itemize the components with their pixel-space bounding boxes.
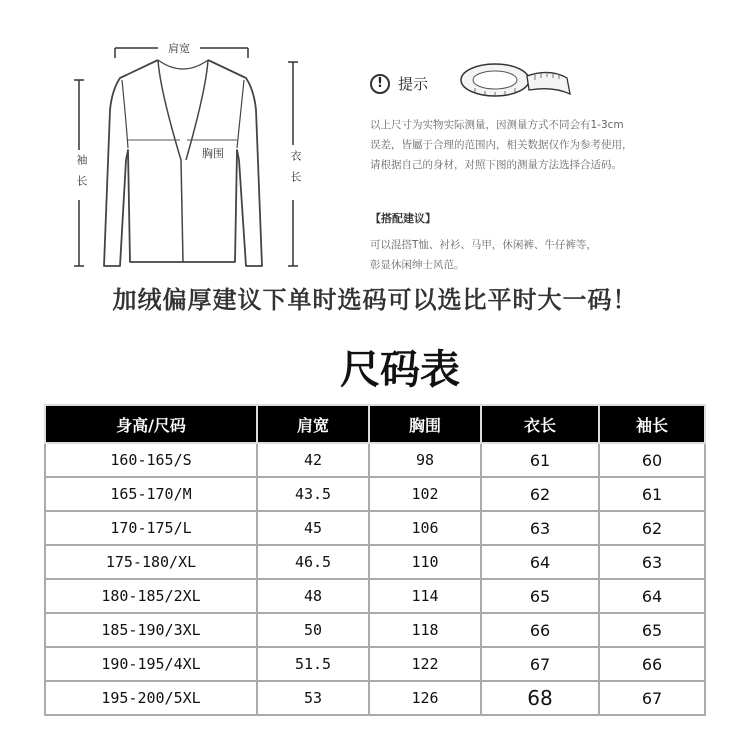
table-cell: 122 xyxy=(369,647,481,681)
garment-diagram xyxy=(60,30,350,275)
table-row xyxy=(45,511,705,545)
table-cell: 165-170/M xyxy=(45,477,257,511)
table-cell: 68 xyxy=(481,681,599,715)
table-cell: 114 xyxy=(369,579,481,613)
header-shoulder: 肩宽 xyxy=(257,405,369,443)
table-cell: 67 xyxy=(481,647,599,681)
table-cell: 50 xyxy=(257,613,369,647)
table-cell: 51.5 xyxy=(257,647,369,681)
tip-text xyxy=(370,115,710,175)
table-cell: 45 xyxy=(257,511,369,545)
table-row xyxy=(45,681,705,715)
table-row xyxy=(45,579,705,613)
table-cell: 66 xyxy=(599,647,705,681)
size-table xyxy=(44,404,706,716)
table-header-row xyxy=(45,405,705,443)
table-cell: 106 xyxy=(369,511,481,545)
table-cell: 48 xyxy=(257,579,369,613)
match-line: 可以混搭T恤、衬衫、马甲，休闲裤、牛仔裤等， xyxy=(370,239,597,251)
exclamation-icon: ! xyxy=(370,74,390,94)
match-text xyxy=(370,235,710,275)
tip-title: 提示 xyxy=(398,75,429,93)
table-row xyxy=(45,613,705,647)
table-cell: 63 xyxy=(599,545,705,579)
tip-line: 请根据自己的身材，对照下图的测量方法选择合适码。 xyxy=(370,159,622,171)
table-cell: 110 xyxy=(369,545,481,579)
table-cell: 64 xyxy=(481,545,599,579)
table-cell: 65 xyxy=(481,579,599,613)
table-cell: 63 xyxy=(481,511,599,545)
header-sleeve: 袖长 xyxy=(599,405,705,443)
header-length: 衣长 xyxy=(481,405,599,443)
measuring-tape-icon xyxy=(455,58,575,108)
length-label: 衣长 xyxy=(289,150,302,192)
table-cell: 66 xyxy=(481,613,599,647)
table-cell: 175-180/XL xyxy=(45,545,257,579)
table-cell: 126 xyxy=(369,681,481,715)
tip-header xyxy=(370,73,428,94)
table-cell: 60 xyxy=(599,443,705,477)
table-cell: 65 xyxy=(599,613,705,647)
sleeve-label: 袖长 xyxy=(75,154,88,196)
match-line: 彰显休闲绅士风范。 xyxy=(370,259,465,271)
table-cell: 46.5 xyxy=(257,545,369,579)
table-cell: 62 xyxy=(599,511,705,545)
match-title: 【搭配建议】 xyxy=(370,212,436,225)
table-cell: 180-185/2XL xyxy=(45,579,257,613)
table-cell: 64 xyxy=(599,579,705,613)
table-cell: 67 xyxy=(599,681,705,715)
size-advice-headline: 加绒偏厚建议下单时选码可以选比平时大一码！ xyxy=(112,286,638,314)
shoulder-label: 肩宽 xyxy=(168,42,190,55)
table-cell: 170-175/L xyxy=(45,511,257,545)
table-cell: 195-200/5XL xyxy=(45,681,257,715)
table-cell: 53 xyxy=(257,681,369,715)
table-cell: 102 xyxy=(369,477,481,511)
table-cell: 61 xyxy=(481,443,599,477)
table-cell: 118 xyxy=(369,613,481,647)
tip-line: 以上尺寸为实物实际测量，因测量方式不同会有1-3cm xyxy=(370,119,624,131)
table-row xyxy=(45,545,705,579)
header-height-size: 身高/尺码 xyxy=(45,405,257,443)
table-cell: 62 xyxy=(481,477,599,511)
tip-line: 误差，皆屬于合理的范围内，相关数据仅作为参考使用， xyxy=(370,139,633,151)
table-row xyxy=(45,477,705,511)
table-cell: 43.5 xyxy=(257,477,369,511)
table-cell: 42 xyxy=(257,443,369,477)
header-chest: 胸围 xyxy=(369,405,481,443)
table-cell: 185-190/3XL xyxy=(45,613,257,647)
table-cell: 160-165/S xyxy=(45,443,257,477)
table-cell: 98 xyxy=(369,443,481,477)
table-row xyxy=(45,647,705,681)
table-row xyxy=(45,443,705,477)
table-cell: 61 xyxy=(599,477,705,511)
size-chart-title: 尺码表 xyxy=(340,347,460,393)
table-cell: 190-195/4XL xyxy=(45,647,257,681)
chest-label: 胸围 xyxy=(202,147,224,160)
